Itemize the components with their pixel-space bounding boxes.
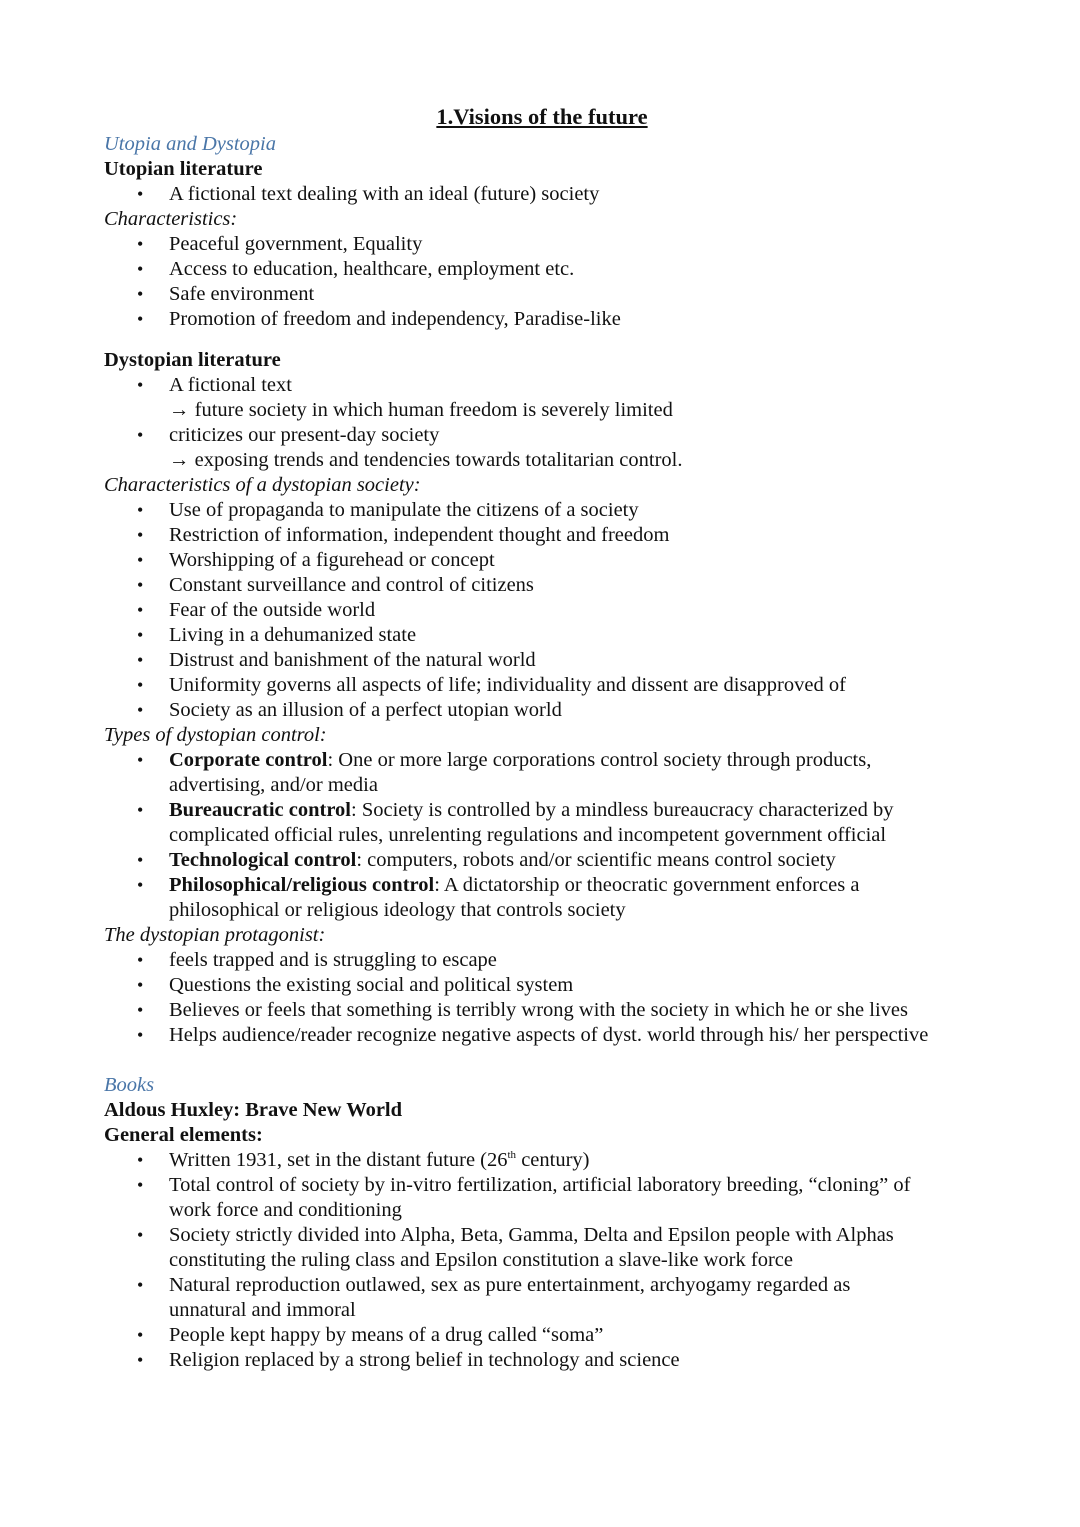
list-item: • Fear of the outside world xyxy=(104,598,1004,623)
general-elements-label: General elements: xyxy=(104,1124,263,1146)
list-item: • Constant surveillance and control of citizens xyxy=(104,573,1004,598)
dystopian-control-types-label: Types of dystopian control: xyxy=(104,724,327,746)
list-item-continuation: advertising, and/or media xyxy=(169,774,378,796)
protagonist-list xyxy=(104,948,1004,1048)
list-item: • Worshipping of a figurehead or concept xyxy=(104,548,1004,573)
list-item: • Access to education, healthcare, employment etc. xyxy=(104,257,1004,282)
list-item xyxy=(104,873,1004,898)
spacer xyxy=(104,332,1004,348)
control-type-term: Philosophical/religious control xyxy=(169,874,435,896)
spacer xyxy=(104,1048,1004,1073)
dystopian-control-types-list xyxy=(104,748,1004,923)
control-type-desc: : One or more large corporations control society through products, xyxy=(327,749,872,771)
list-item xyxy=(104,748,1004,773)
control-type-term: Bureaucratic control xyxy=(169,799,351,821)
list-item: • Restriction of information, independent thought and freedom xyxy=(104,523,1004,548)
list-item xyxy=(104,848,1004,873)
list-item-continuation: → exposing trends and tendencies towards totalitarian control. xyxy=(169,449,683,471)
page-title: 1.Visions of the future xyxy=(436,104,648,129)
superscript: th xyxy=(507,1149,517,1162)
dystopian-characteristics-label: Characteristics of a dystopian society: xyxy=(104,474,421,496)
utopian-definition-list xyxy=(104,182,1004,207)
list-item: • Society strictly divided into Alpha, Beta, Gamma, Delta and Epsilon people with Alphas xyxy=(104,1223,1004,1248)
list-item-continuation: unnatural and immoral xyxy=(169,1299,356,1321)
list-item: • Living in a dehumanized state xyxy=(104,623,1004,648)
control-type-desc: : computers, robots and/or scientific means control society xyxy=(356,849,836,871)
dystopian-heading: Dystopian literature xyxy=(104,349,281,371)
list-item: • criticizes our present-day society xyxy=(104,423,1004,448)
list-item: • Distrust and banishment of the natural world xyxy=(104,648,1004,673)
list-item: • Promotion of freedom and independency, Paradise-like xyxy=(104,307,1004,332)
list-item-continuation: constituting the ruling class and Epsilon constitution a slave-like work force xyxy=(169,1249,793,1271)
list-item: • Total control of society by in-vitro fertilization, artificial laboratory breeding, “cloning” of xyxy=(104,1173,1004,1198)
item-text: Written 1931, set in the distant future (26 xyxy=(169,1149,508,1171)
list-item: • feels trapped and is struggling to escape xyxy=(104,948,1004,973)
section-heading-books: Books xyxy=(104,1074,155,1096)
list-item: • Religion replaced by a strong belief in technology and science xyxy=(104,1348,1004,1373)
list-item: • Peaceful government, Equality xyxy=(104,232,1004,257)
item-text: century) xyxy=(516,1149,590,1171)
control-type-term: Corporate control xyxy=(169,749,328,771)
control-type-desc: : A dictatorship or theocratic government enforces a xyxy=(434,874,860,896)
list-item: • A fictional text dealing with an ideal (future) society xyxy=(104,182,1004,207)
list-item: • Uniformity governs all aspects of life; individuality and dissent are disapproved of xyxy=(104,673,1004,698)
dystopian-characteristics-list xyxy=(104,498,1004,723)
utopian-characteristics-label: Characteristics: xyxy=(104,208,238,230)
list-item-continuation: philosophical or religious ideology that controls society xyxy=(169,899,626,921)
section-heading-utopia-dystopia: Utopia and Dystopia xyxy=(104,133,276,155)
list-item-continuation: complicated official rules, unrelenting regulations and incompetent government official xyxy=(169,824,887,846)
list-item: • Society as an illusion of a perfect utopian world xyxy=(104,698,1004,723)
book-title: Aldous Huxley: Brave New World xyxy=(104,1099,403,1121)
list-item: • Natural reproduction outlawed, sex as pure entertainment, archyogamy regarded as xyxy=(104,1273,1004,1298)
list-item: • Safe environment xyxy=(104,282,1004,307)
list-item xyxy=(104,1148,1004,1173)
list-item: • Helps audience/reader recognize negative aspects of dyst. world through his/ her perspective xyxy=(104,1023,1004,1048)
protagonist-label: The dystopian protagonist: xyxy=(104,924,326,946)
list-item: • Believes or feels that something is terribly wrong with the society in which he or she lives xyxy=(104,998,1004,1023)
utopian-heading: Utopian literature xyxy=(104,158,263,180)
list-item-continuation: → future society in which human freedom is severely limited xyxy=(169,399,673,421)
book-elements-list xyxy=(104,1148,1004,1373)
list-item: • Questions the existing social and political system xyxy=(104,973,1004,998)
control-type-desc: : Society is controlled by a mindless bureaucracy characterized by xyxy=(351,799,894,821)
dystopian-definition-list xyxy=(104,373,1004,473)
list-item: • A fictional text xyxy=(104,373,1004,398)
list-item: • People kept happy by means of a drug called “soma” xyxy=(104,1323,1004,1348)
utopian-characteristics-list xyxy=(104,232,1004,332)
control-type-term: Technological control xyxy=(169,849,357,871)
list-item xyxy=(104,798,1004,823)
list-item-continuation: work force and conditioning xyxy=(169,1199,402,1221)
document-page xyxy=(104,102,1004,1373)
list-item: • Use of propaganda to manipulate the citizens of a society xyxy=(104,498,1004,523)
